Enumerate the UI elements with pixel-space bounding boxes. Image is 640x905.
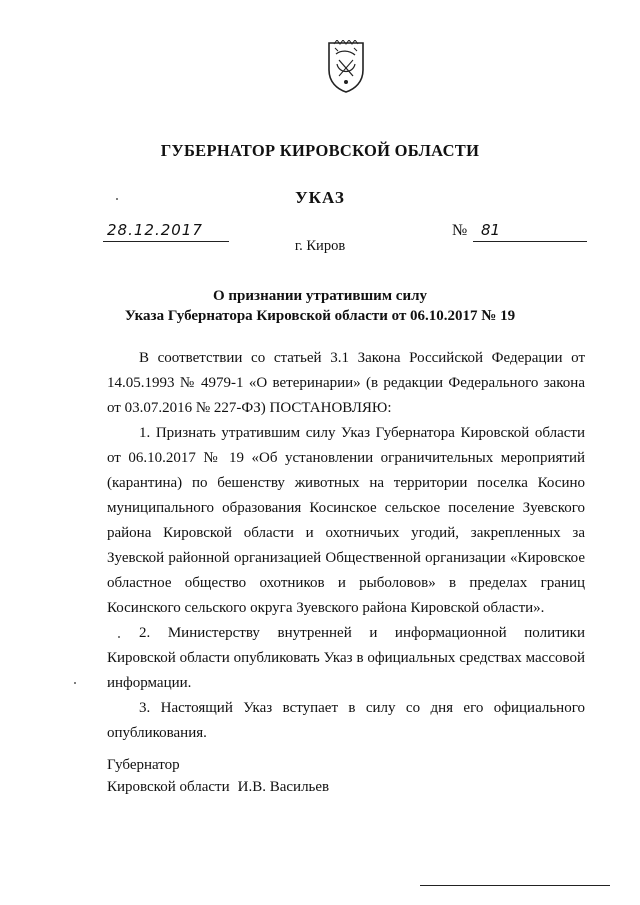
footer-line — [420, 885, 610, 886]
preamble-paragraph: В соответствии со статьей 3.1 Закона Российской Федерации от 14.05.1993 № 4979-1 «О ветеринарии» (в редакции Федерального закона от 03.07.2016 № 227-ФЗ) ПОСТАНОВЛЯЮ: — [107, 350, 585, 416]
title-line-1: О признании утратившим силу — [213, 288, 427, 304]
signature-block — [107, 754, 329, 798]
decree-date: 28.12.2017 — [107, 221, 203, 239]
item-3-paragraph: 3. Настоящий Указ вступает в силу со дня его официального опубликования. — [107, 700, 585, 741]
item-2-paragraph: 2. Министерству внутренней и информационной политики Кировской области опубликовать Указ в официальных средствах массовой информации. — [107, 625, 585, 691]
decree-body — [107, 346, 585, 746]
decree-title — [0, 286, 640, 326]
city: г. Киров — [294, 238, 346, 254]
document-type: УКАЗ — [295, 188, 345, 207]
signature-position-line-2: Кировской области — [107, 779, 230, 795]
scan-speck — [74, 682, 76, 684]
decree-number: 81 — [481, 221, 501, 239]
kirov-coat-of-arms-icon — [325, 40, 367, 94]
item-1-paragraph: 1. Признать утратившим силу Указ Губернатора Кировской области от 06.10.2017 № 19 «Об установлении ограничительных мероприятий (карантина) по бешенству животных на территории поселка Косино муниципального образования Косинское сельское поселение Зуевского района Кировской области и охотничьих угодий, закрепленных за Зуевской районной организацией Общественной организации «Кировское областное общество охотников и рыболовов» в пределах границ Косинского сельского округа Зуевского района Кировской области». — [107, 425, 585, 616]
signatory-name: И.В. Васильев — [237, 779, 330, 795]
number-label: № — [452, 222, 468, 239]
title-line-2: Указа Губернатора Кировской области от 06.10.2017 № 19 — [124, 308, 516, 324]
scan-speck — [118, 636, 120, 638]
signature-position-line-1: Губернатор — [107, 757, 180, 773]
governor-title: ГУБЕРНАТОР КИРОВСКОЙ ОБЛАСТИ — [160, 141, 480, 160]
